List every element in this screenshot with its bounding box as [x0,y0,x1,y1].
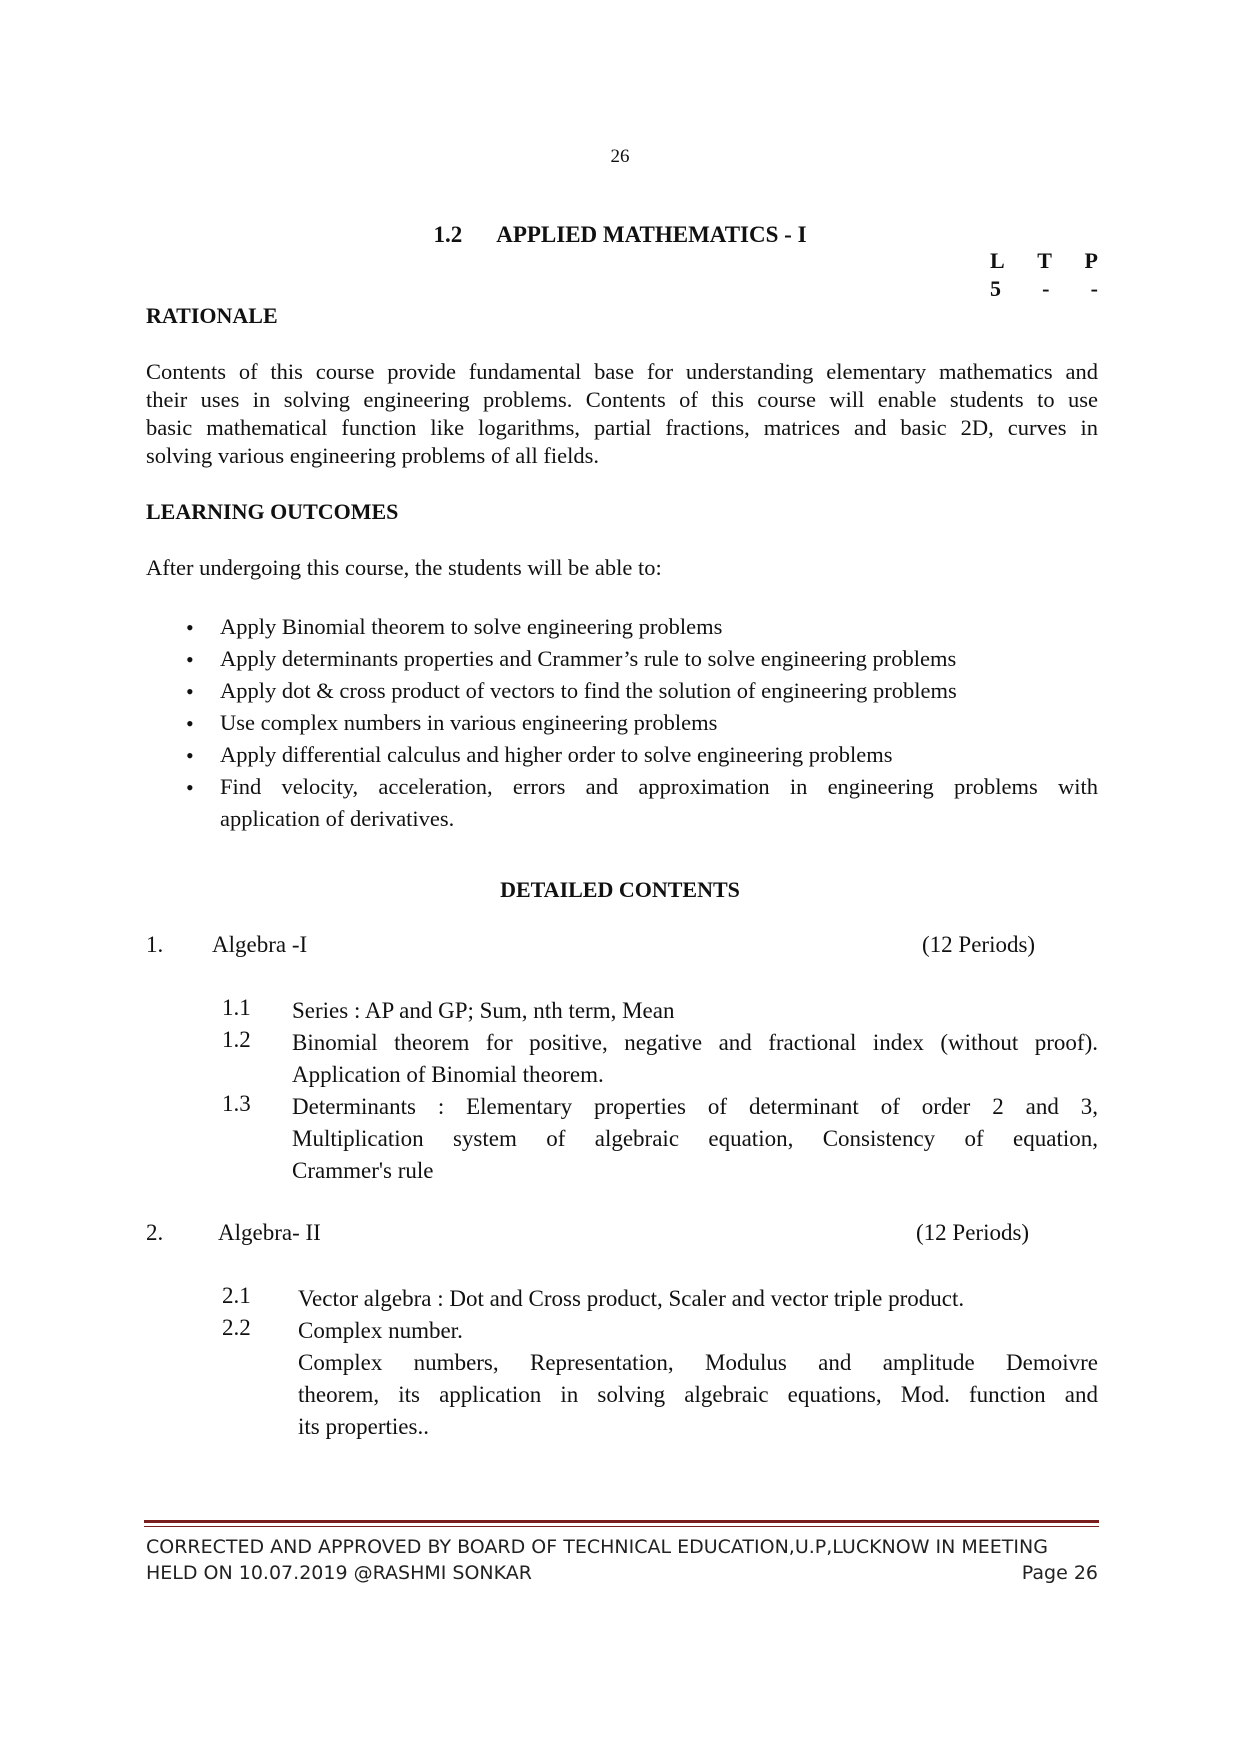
ltp-header-t: T [1037,248,1052,273]
footer-page-number: Page 26 [1021,1562,1098,1584]
section-number: 1. [146,932,164,957]
rationale-line: Contents of this course provide fundamental base for understanding elementary mathematics and [146,359,1098,384]
subsection-text [292,995,1098,1027]
section-periods: (12 Periods) [922,932,1036,957]
list-item-text: • Find velocity, acceleration, errors and approximation in engineering problems with [220,774,1098,799]
list-item [186,771,1098,835]
subsection-text [298,1283,1098,1315]
subsection-number: 1.2 [222,1027,251,1052]
learning-outcomes-intro: After undergoing this course, the students will be able to: [146,555,662,580]
rationale-heading: RATIONALE [146,303,278,328]
list-item-text: • Use complex numbers in various engineering problems [220,710,718,735]
ltp-value-l: 5 [990,276,1001,301]
list-item [186,675,1098,707]
subsection-line: Series : AP and GP; Sum, nth term, Mean [292,998,675,1023]
subsection-number: 1.3 [222,1091,251,1116]
rationale-paragraph [146,358,1098,470]
subsection-number: 2.1 [222,1283,251,1308]
subsection-line: Application of Binomial theorem. [292,1062,604,1087]
course-number: 1.2 [433,222,463,247]
footer-approval-text: CORRECTED AND APPROVED BY BOARD OF TECHNICAL EDUCATION,U.P,LUCKNOW IN MEETING [146,1536,1048,1558]
ltp-value-p: - [1090,276,1098,301]
page-number-top: 26 [610,146,630,167]
ltp-header-p: P [1084,248,1098,273]
footer-rule-thick [144,1520,1099,1523]
subsection-line: Complex number. [298,1318,463,1343]
footer [146,1534,1098,1586]
list-item-text: application of derivatives. [220,806,455,831]
ltp-value-t: - [1042,276,1050,301]
subsection-number: 1.1 [222,995,251,1020]
list-item-text: • Apply dot & cross product of vectors to find the solution of engineering problems [220,678,957,703]
learning-outcomes-heading: LEARNING OUTCOMES [146,499,399,524]
list-item [186,611,1098,643]
subsection-line: its properties.. [298,1414,429,1439]
subsection-line: Multiplication system of algebraic equation, Consistency of equation, [292,1126,1098,1151]
learning-outcomes-list [186,611,1098,835]
footer-line-2 [146,1560,1098,1586]
ltp-values [990,276,1098,302]
section-title: Algebra- II [218,1220,321,1245]
subsection-text [292,1091,1098,1187]
course-title [0,222,1240,248]
footer-line-1 [146,1534,1098,1560]
list-item [186,643,1098,675]
subsection-line: Vector algebra : Dot and Cross product, Scaler and vector triple product. [298,1286,965,1311]
list-item [186,739,1098,771]
footer-rule-thin [144,1526,1099,1527]
ltp-headers [990,248,1098,274]
rationale-line: basic mathematical function like logarithms, partial fractions, matrices and basic 2D, curves in [146,415,1098,440]
section-periods: (12 Periods) [916,1220,1030,1245]
ltp-header-l: L [990,248,1005,273]
subsection-number: 2.2 [222,1315,251,1340]
subsection-line: theorem, its application in solving algebraic equations, Mod. function and [298,1382,1098,1407]
subsection-line: Crammer's rule [292,1158,434,1183]
rationale-line: solving various engineering problems of all fields. [146,443,600,468]
footer-meeting-text: HELD ON 10.07.2019 @RASHMI SONKAR [146,1562,532,1584]
list-item-text: • Apply determinants properties and Crammer’s rule to solve engineering problems [220,646,957,671]
section-title: Algebra -I [212,932,308,957]
list-item-text: • Apply Binomial theorem to solve engineering problems [220,614,723,639]
subsection-text [298,1315,1098,1443]
section-number: 2. [146,1220,164,1245]
subsection-line: Complex numbers, Representation, Modulus and amplitude Demoivre [298,1350,1098,1375]
course-title-text: APPLIED MATHEMATICS - I [496,222,807,247]
subsection-line: Binomial theorem for positive, negative and fractional index (without proof). [292,1030,1098,1055]
detailed-contents-heading: DETAILED CONTENTS [500,877,740,902]
subsection-line: Determinants : Elementary properties of determinant of order 2 and 3, [292,1094,1098,1119]
subsection-text [292,1027,1098,1091]
list-item [186,707,1098,739]
list-item-text: • Apply differential calculus and higher order to solve engineering problems [220,742,893,767]
rationale-line: their uses in solving engineering problems. Contents of this course will enable students to use [146,387,1098,412]
